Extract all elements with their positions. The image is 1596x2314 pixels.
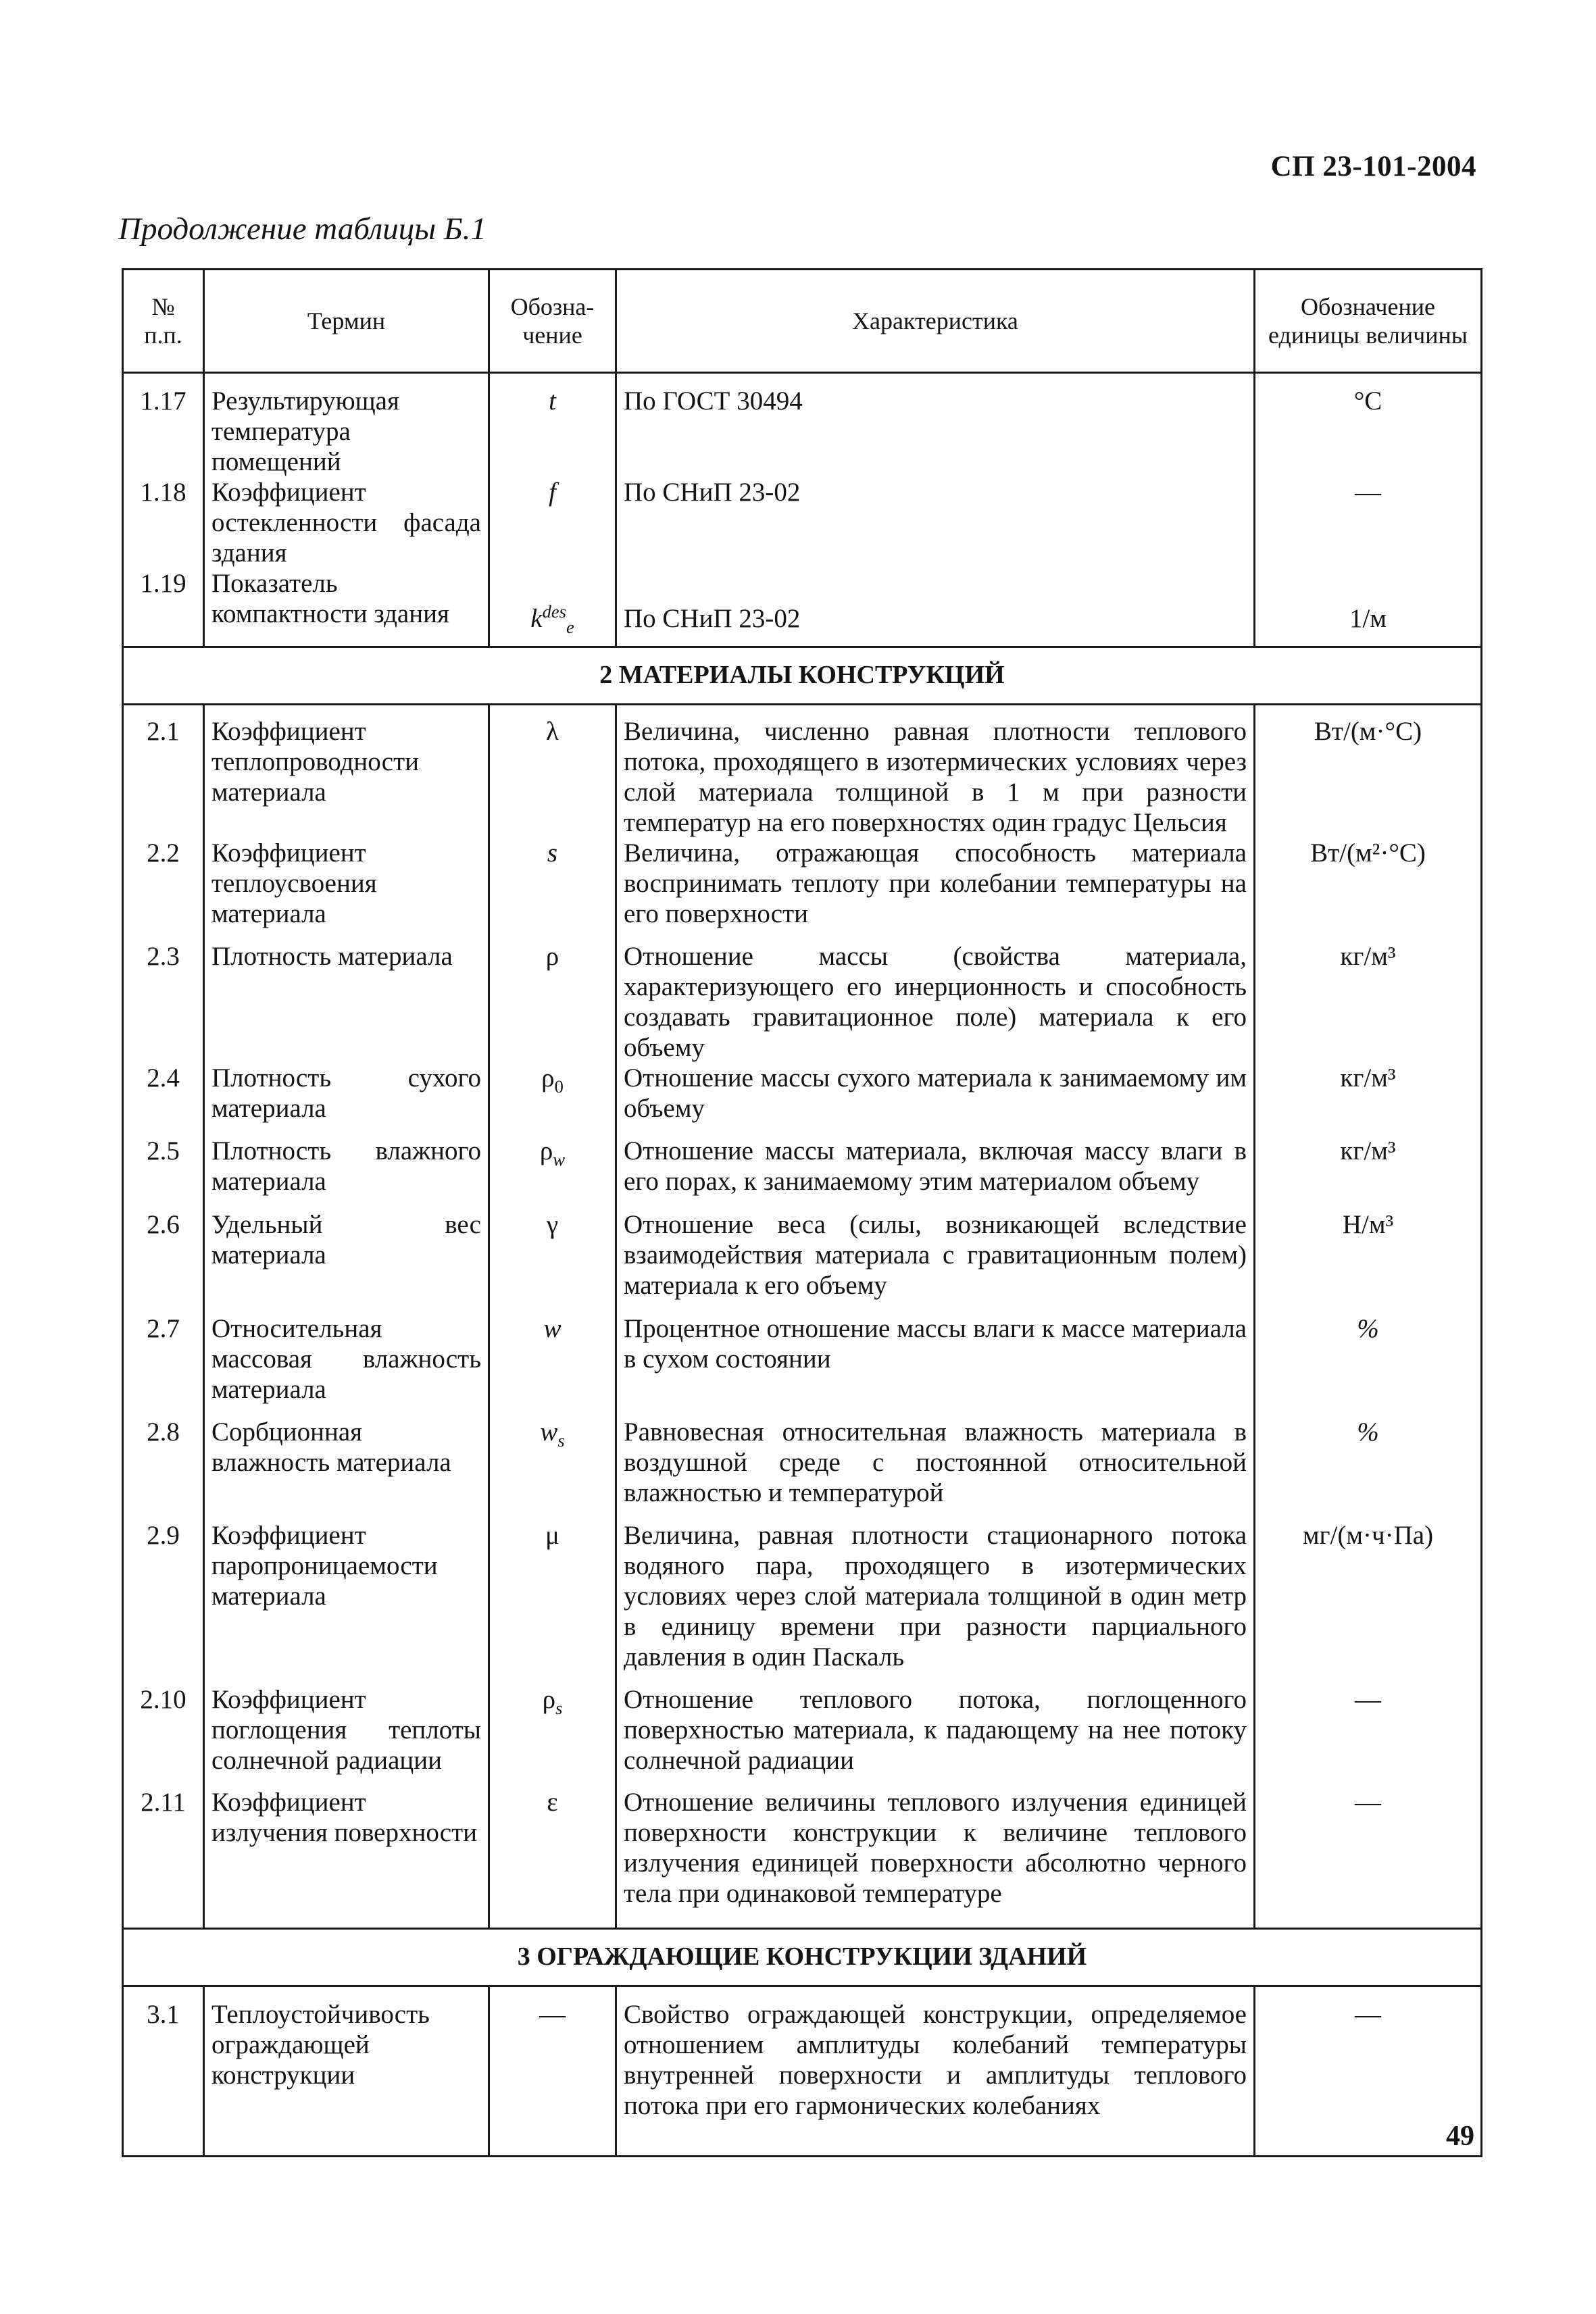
table-row	[123, 1787, 1482, 1928]
row-symbol: f	[489, 477, 616, 568]
table-row	[123, 838, 1482, 941]
row-symbol: $w_s$	[489, 1417, 616, 1520]
row-unit: кг/м³	[1255, 1136, 1482, 1209]
row-description: Отношение массы сухого материала к занимаемому им объему	[616, 1063, 1255, 1136]
row-unit: мг/(м·ч·Па)	[1255, 1520, 1482, 1684]
row-unit: —	[1255, 1787, 1482, 1928]
row-unit: %	[1255, 1417, 1482, 1520]
row-unit: Н/м³	[1255, 1209, 1482, 1313]
col-header-term: Термин	[204, 270, 489, 373]
row-unit: кг/м³	[1255, 1063, 1482, 1136]
row-unit: —	[1255, 1684, 1482, 1787]
row-unit: Вт/(м·°С)	[1255, 704, 1482, 838]
row-term: Коэффициент излучения поверхности	[204, 1787, 489, 1928]
row-term: Коэффициент паропроницаемости материала	[204, 1520, 489, 1684]
row-term: Коэффициент поглощения теплоты солнечной радиации	[204, 1684, 489, 1787]
row-description: Величина, отражающая способность материала воспринимать теплоту при колебании температуры на его поверхности	[616, 838, 1255, 941]
row-symbol: ε	[489, 1787, 616, 1928]
row-symbol: $\rho_0$	[489, 1063, 616, 1136]
row-symbol: μ	[489, 1520, 616, 1684]
row-term: Относительная массовая влажность материала	[204, 1313, 489, 1417]
row-description: Отношение массы (свойства материала, характеризующего его инерционность и способность создавать гравитационное поле) материала к его объему	[616, 941, 1255, 1063]
row-term: Теплоустойчивость ограждающей конструкции	[204, 1986, 489, 2156]
row-description: По ГОСТ 30494	[616, 373, 1255, 478]
row-unit: °С	[1255, 373, 1482, 478]
row-description: Процентное отношение массы влаги к массе материала в сухом состоянии	[616, 1313, 1255, 1417]
row-description: Отношение величины теплового излучения единицей поверхности конструкции к величине теплового излучения единицей поверхности абсолютно черного тела при одинаковой температуре	[616, 1787, 1255, 1928]
row-symbol: λ	[489, 704, 616, 838]
row-term: Плотность материала	[204, 941, 489, 1063]
row-term: Показатель компактности здания	[204, 568, 489, 647]
table-row	[123, 1063, 1482, 1136]
row-symbol: $\rho_s$	[489, 1684, 616, 1787]
table-row	[123, 568, 1482, 647]
document-code: СП 23-101-2004	[1270, 151, 1476, 182]
row-unit: —	[1255, 1986, 1482, 2156]
row-number: 1.19	[123, 568, 204, 647]
row-description: По СНиП 23-02	[616, 477, 1255, 568]
table-header-row	[123, 270, 1482, 373]
row-unit: %	[1255, 1313, 1482, 1417]
col-header-symbol: Обозна- чение	[489, 270, 616, 373]
row-number: 2.11	[123, 1787, 204, 1928]
row-number: 2.9	[123, 1520, 204, 1684]
row-symbol: t	[489, 373, 616, 478]
row-symbol: —	[489, 1986, 616, 2156]
row-symbol: ρ	[489, 941, 616, 1063]
row-number: 2.3	[123, 941, 204, 1063]
row-number: 2.10	[123, 1684, 204, 1787]
row-symbol: $\rho_w$	[489, 1136, 616, 1209]
row-description: Величина, численно равная плотности теплового потока, проходящего в изотермических условиях через слой материала толщиной в 1 м при разности температур на его поверхностях один градус Цельсия	[616, 704, 1255, 838]
row-term: Удельный вес материала	[204, 1209, 489, 1313]
row-symbol: $k^{des}_e$	[489, 568, 616, 647]
col-header-unit: Обозначение единицы величины	[1255, 270, 1482, 373]
row-description: По СНиП 23-02	[616, 568, 1255, 647]
row-number: 2.8	[123, 1417, 204, 1520]
row-number: 1.17	[123, 373, 204, 478]
row-unit: кг/м³	[1255, 941, 1482, 1063]
table-row	[123, 941, 1482, 1063]
page-number: 49	[1446, 2121, 1474, 2152]
row-term: Коэффициент остекленности фасада здания	[204, 477, 489, 568]
row-description: Отношение теплового потока, поглощенного поверхностью материала, к падающему на нее потоку солнечной радиации	[616, 1684, 1255, 1787]
row-number: 1.18	[123, 477, 204, 568]
row-number: 2.6	[123, 1209, 204, 1313]
table-row	[123, 373, 1482, 478]
col-header-description: Характеристика	[616, 270, 1255, 373]
row-term: Плотность сухого материала	[204, 1063, 489, 1136]
row-term: Плотность влажного материала	[204, 1136, 489, 1209]
section-header-row	[123, 647, 1482, 704]
row-symbol: w	[489, 1313, 616, 1417]
table-row	[123, 1313, 1482, 1417]
row-description: Величина, равная плотности стационарного потока водяного пара, проходящего в изотермических условиях через слой материала толщиной в один метр в единицу времени при разности парциального давления в один Паскаль	[616, 1520, 1255, 1684]
row-description: Свойство ограждающей конструкции, определяемое отношением амплитуды колебаний температуры внутренней поверхности и амплитуды теплового потока при его гармонических колебаниях	[616, 1986, 1255, 2156]
row-term: Результирующая температура помещений	[204, 373, 489, 478]
table-row	[123, 1136, 1482, 1209]
row-term: Коэффициент теплоусвоения материала	[204, 838, 489, 941]
terms-table	[122, 268, 1482, 2157]
row-number: 2.1	[123, 704, 204, 838]
table-row	[123, 1209, 1482, 1313]
row-term: Сорбционная влажность материала	[204, 1417, 489, 1520]
row-unit: 1/м	[1255, 568, 1482, 647]
table-caption: Продолжение таблицы Б.1	[118, 211, 487, 247]
row-term: Коэффициент теплопроводности материала	[204, 704, 489, 838]
col-header-number: № п.п.	[123, 270, 204, 373]
table-row	[123, 1417, 1482, 1520]
row-number: 2.2	[123, 838, 204, 941]
row-number: 2.4	[123, 1063, 204, 1136]
row-unit: —	[1255, 477, 1482, 568]
row-number: 2.5	[123, 1136, 204, 1209]
row-symbol: s	[489, 838, 616, 941]
table-row	[123, 1684, 1482, 1787]
row-description: Равновесная относительная влажность материала в воздушной среде с постоянной относительной влажностью и температурой	[616, 1417, 1255, 1520]
section-header-row	[123, 1928, 1482, 1986]
table-row	[123, 477, 1482, 568]
row-number: 2.7	[123, 1313, 204, 1417]
row-description: Отношение веса (силы, возникающей вследствие взаимодействия материала с гравитационным полем) материала к его объему	[616, 1209, 1255, 1313]
row-description: Отношение массы материала, включая массу влаги в его порах, к занимаемому этим материалом объему	[616, 1136, 1255, 1209]
row-number: 3.1	[123, 1986, 204, 2156]
table-row	[123, 704, 1482, 838]
section-title: 2 МАТЕРИАЛЫ КОНСТРУКЦИЙ	[123, 647, 1482, 704]
section-title: 3 ОГРАЖДАЮЩИЕ КОНСТРУКЦИИ ЗДАНИЙ	[123, 1928, 1482, 1986]
table-row	[123, 1520, 1482, 1684]
table-row	[123, 1986, 1482, 2156]
row-symbol: γ	[489, 1209, 616, 1313]
row-unit: Вт/(м²·°С)	[1255, 838, 1482, 941]
